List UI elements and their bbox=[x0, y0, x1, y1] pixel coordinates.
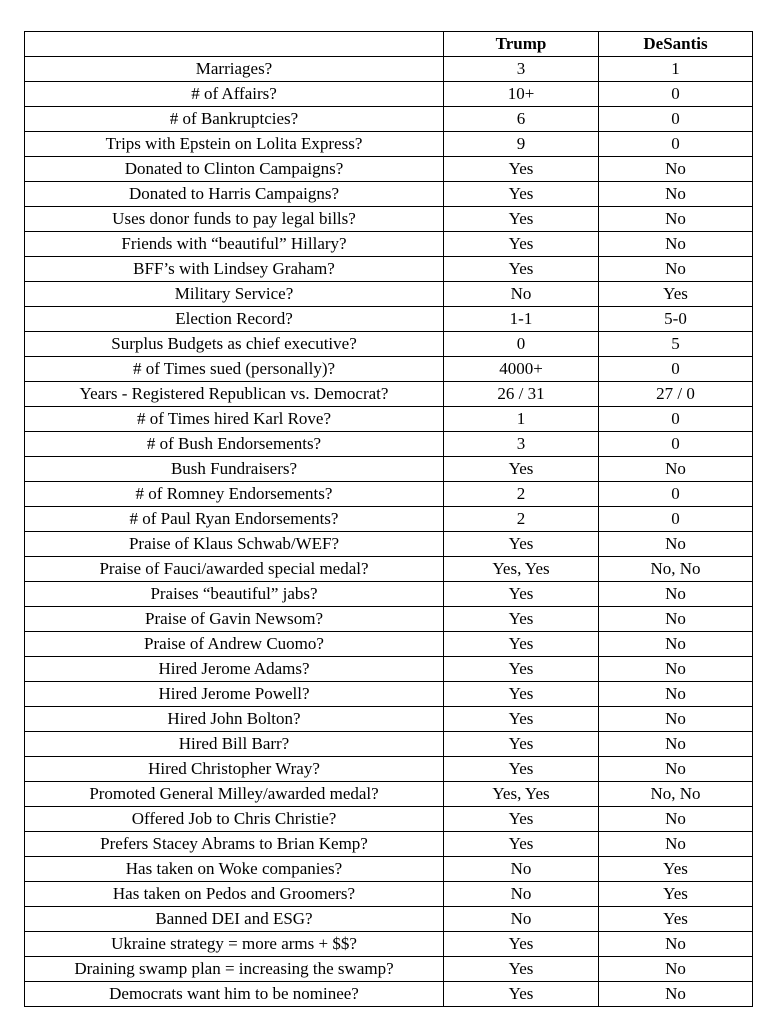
row-desantis-value: No bbox=[599, 532, 753, 557]
row-question: Draining swamp plan = increasing the swamp? bbox=[25, 957, 444, 982]
row-desantis-value: 0 bbox=[599, 107, 753, 132]
table-row bbox=[25, 807, 753, 832]
row-desantis-value: No, No bbox=[599, 557, 753, 582]
row-desantis-value: No bbox=[599, 457, 753, 482]
row-question: Praise of Gavin Newsom? bbox=[25, 607, 444, 632]
row-desantis-value: No bbox=[599, 232, 753, 257]
row-desantis-value: No bbox=[599, 257, 753, 282]
header-question bbox=[25, 32, 444, 57]
table-row bbox=[25, 157, 753, 182]
row-question: Years - Registered Republican vs. Democrat? bbox=[25, 382, 444, 407]
row-question: Ukraine strategy = more arms + $$? bbox=[25, 932, 444, 957]
row-trump-value: 2 bbox=[444, 507, 599, 532]
table-row bbox=[25, 582, 753, 607]
row-trump-value: Yes bbox=[444, 257, 599, 282]
row-desantis-value: 5 bbox=[599, 332, 753, 357]
row-desantis-value: No bbox=[599, 657, 753, 682]
row-trump-value: Yes bbox=[444, 932, 599, 957]
row-trump-value: 1-1 bbox=[444, 307, 599, 332]
row-trump-value: 26 / 31 bbox=[444, 382, 599, 407]
row-trump-value: Yes bbox=[444, 207, 599, 232]
table-row bbox=[25, 932, 753, 957]
comparison-table bbox=[24, 31, 753, 1007]
row-desantis-value: 1 bbox=[599, 57, 753, 82]
row-trump-value: No bbox=[444, 882, 599, 907]
row-trump-value: Yes bbox=[444, 632, 599, 657]
table-row bbox=[25, 182, 753, 207]
row-desantis-value: 0 bbox=[599, 82, 753, 107]
row-desantis-value: No bbox=[599, 957, 753, 982]
row-desantis-value: No bbox=[599, 632, 753, 657]
row-question: Military Service? bbox=[25, 282, 444, 307]
table-row bbox=[25, 382, 753, 407]
table-row bbox=[25, 257, 753, 282]
row-question: Uses donor funds to pay legal bills? bbox=[25, 207, 444, 232]
table-row bbox=[25, 482, 753, 507]
table-row bbox=[25, 682, 753, 707]
table-row bbox=[25, 857, 753, 882]
table-row bbox=[25, 657, 753, 682]
row-desantis-value: No bbox=[599, 807, 753, 832]
table-row bbox=[25, 732, 753, 757]
table-row bbox=[25, 282, 753, 307]
row-question: Praise of Andrew Cuomo? bbox=[25, 632, 444, 657]
table-row bbox=[25, 757, 753, 782]
row-desantis-value: 0 bbox=[599, 507, 753, 532]
row-desantis-value: 0 bbox=[599, 407, 753, 432]
row-question: Promoted General Milley/awarded medal? bbox=[25, 782, 444, 807]
row-question: # of Affairs? bbox=[25, 82, 444, 107]
row-desantis-value: 5-0 bbox=[599, 307, 753, 332]
row-question: # of Times sued (personally)? bbox=[25, 357, 444, 382]
row-question: Surplus Budgets as chief executive? bbox=[25, 332, 444, 357]
row-question: Hired John Bolton? bbox=[25, 707, 444, 732]
row-trump-value: 3 bbox=[444, 432, 599, 457]
row-trump-value: Yes bbox=[444, 682, 599, 707]
row-trump-value: Yes bbox=[444, 732, 599, 757]
table-row bbox=[25, 982, 753, 1007]
table-row bbox=[25, 782, 753, 807]
row-question: Has taken on Woke companies? bbox=[25, 857, 444, 882]
table-row bbox=[25, 207, 753, 232]
row-trump-value: Yes bbox=[444, 982, 599, 1007]
row-trump-value: 4000+ bbox=[444, 357, 599, 382]
header-row bbox=[25, 32, 753, 57]
table-row bbox=[25, 107, 753, 132]
row-trump-value: 0 bbox=[444, 332, 599, 357]
table-row bbox=[25, 507, 753, 532]
row-desantis-value: No bbox=[599, 582, 753, 607]
row-question: Praise of Klaus Schwab/WEF? bbox=[25, 532, 444, 557]
row-question: # of Romney Endorsements? bbox=[25, 482, 444, 507]
row-question: # of Bush Endorsements? bbox=[25, 432, 444, 457]
table-row bbox=[25, 957, 753, 982]
row-question: Bush Fundraisers? bbox=[25, 457, 444, 482]
row-desantis-value: No bbox=[599, 932, 753, 957]
row-trump-value: No bbox=[444, 282, 599, 307]
row-trump-value: Yes, Yes bbox=[444, 557, 599, 582]
row-trump-value: Yes bbox=[444, 957, 599, 982]
table-row bbox=[25, 832, 753, 857]
row-trump-value: Yes bbox=[444, 757, 599, 782]
row-question: Hired Bill Barr? bbox=[25, 732, 444, 757]
row-desantis-value: No bbox=[599, 707, 753, 732]
row-question: Hired Jerome Powell? bbox=[25, 682, 444, 707]
row-desantis-value: No bbox=[599, 982, 753, 1007]
table-row bbox=[25, 232, 753, 257]
row-trump-value: 1 bbox=[444, 407, 599, 432]
row-trump-value: Yes bbox=[444, 807, 599, 832]
row-trump-value: 2 bbox=[444, 482, 599, 507]
row-trump-value: Yes bbox=[444, 182, 599, 207]
row-desantis-value: 0 bbox=[599, 132, 753, 157]
row-desantis-value: 0 bbox=[599, 357, 753, 382]
row-trump-value: Yes bbox=[444, 832, 599, 857]
row-trump-value: 10+ bbox=[444, 82, 599, 107]
row-trump-value: Yes bbox=[444, 457, 599, 482]
table-row bbox=[25, 457, 753, 482]
row-desantis-value: No bbox=[599, 832, 753, 857]
row-desantis-value: No bbox=[599, 182, 753, 207]
row-desantis-value: 0 bbox=[599, 482, 753, 507]
row-question: Hired Christopher Wray? bbox=[25, 757, 444, 782]
row-desantis-value: Yes bbox=[599, 282, 753, 307]
table-row bbox=[25, 82, 753, 107]
row-trump-value: Yes bbox=[444, 532, 599, 557]
comparison-table-wrapper bbox=[24, 31, 752, 1007]
table-row bbox=[25, 432, 753, 457]
table-body bbox=[25, 57, 753, 1007]
row-question: # of Paul Ryan Endorsements? bbox=[25, 507, 444, 532]
row-trump-value: Yes bbox=[444, 657, 599, 682]
row-desantis-value: No bbox=[599, 682, 753, 707]
row-desantis-value: No bbox=[599, 157, 753, 182]
row-desantis-value: 27 / 0 bbox=[599, 382, 753, 407]
row-desantis-value: 0 bbox=[599, 432, 753, 457]
table-row bbox=[25, 57, 753, 82]
table-row bbox=[25, 332, 753, 357]
row-question: Prefers Stacey Abrams to Brian Kemp? bbox=[25, 832, 444, 857]
row-desantis-value: No bbox=[599, 732, 753, 757]
row-desantis-value: No bbox=[599, 757, 753, 782]
row-question: Has taken on Pedos and Groomers? bbox=[25, 882, 444, 907]
row-desantis-value: Yes bbox=[599, 857, 753, 882]
row-question: Election Record? bbox=[25, 307, 444, 332]
row-desantis-value: No, No bbox=[599, 782, 753, 807]
row-question: Hired Jerome Adams? bbox=[25, 657, 444, 682]
table-row bbox=[25, 607, 753, 632]
row-question: Offered Job to Chris Christie? bbox=[25, 807, 444, 832]
table-row bbox=[25, 632, 753, 657]
row-trump-value: Yes bbox=[444, 157, 599, 182]
row-desantis-value: No bbox=[599, 607, 753, 632]
table-row bbox=[25, 532, 753, 557]
row-trump-value: No bbox=[444, 857, 599, 882]
row-question: Democrats want him to be nominee? bbox=[25, 982, 444, 1007]
table-row bbox=[25, 707, 753, 732]
table-row bbox=[25, 307, 753, 332]
row-trump-value: No bbox=[444, 907, 599, 932]
row-question: Praises “beautiful” jabs? bbox=[25, 582, 444, 607]
row-trump-value: Yes bbox=[444, 607, 599, 632]
row-question: Donated to Harris Campaigns? bbox=[25, 182, 444, 207]
row-question: Donated to Clinton Campaigns? bbox=[25, 157, 444, 182]
row-question: Praise of Fauci/awarded special medal? bbox=[25, 557, 444, 582]
row-desantis-value: No bbox=[599, 207, 753, 232]
row-question: Banned DEI and ESG? bbox=[25, 907, 444, 932]
table-row bbox=[25, 357, 753, 382]
row-desantis-value: Yes bbox=[599, 907, 753, 932]
row-desantis-value: Yes bbox=[599, 882, 753, 907]
row-trump-value: Yes bbox=[444, 232, 599, 257]
table-row bbox=[25, 907, 753, 932]
table-row bbox=[25, 882, 753, 907]
row-question: BFF’s with Lindsey Graham? bbox=[25, 257, 444, 282]
row-question: Marriages? bbox=[25, 57, 444, 82]
row-trump-value: Yes bbox=[444, 707, 599, 732]
row-question: Trips with Epstein on Lolita Express? bbox=[25, 132, 444, 157]
row-question: # of Bankruptcies? bbox=[25, 107, 444, 132]
table-header bbox=[25, 32, 753, 57]
row-trump-value: Yes, Yes bbox=[444, 782, 599, 807]
row-trump-value: 6 bbox=[444, 107, 599, 132]
row-trump-value: 9 bbox=[444, 132, 599, 157]
row-question: # of Times hired Karl Rove? bbox=[25, 407, 444, 432]
table-row bbox=[25, 132, 753, 157]
row-trump-value: Yes bbox=[444, 582, 599, 607]
table-row bbox=[25, 407, 753, 432]
row-question: Friends with “beautiful” Hillary? bbox=[25, 232, 444, 257]
header-desantis: DeSantis bbox=[599, 32, 753, 57]
table-row bbox=[25, 557, 753, 582]
header-trump: Trump bbox=[444, 32, 599, 57]
row-trump-value: 3 bbox=[444, 57, 599, 82]
